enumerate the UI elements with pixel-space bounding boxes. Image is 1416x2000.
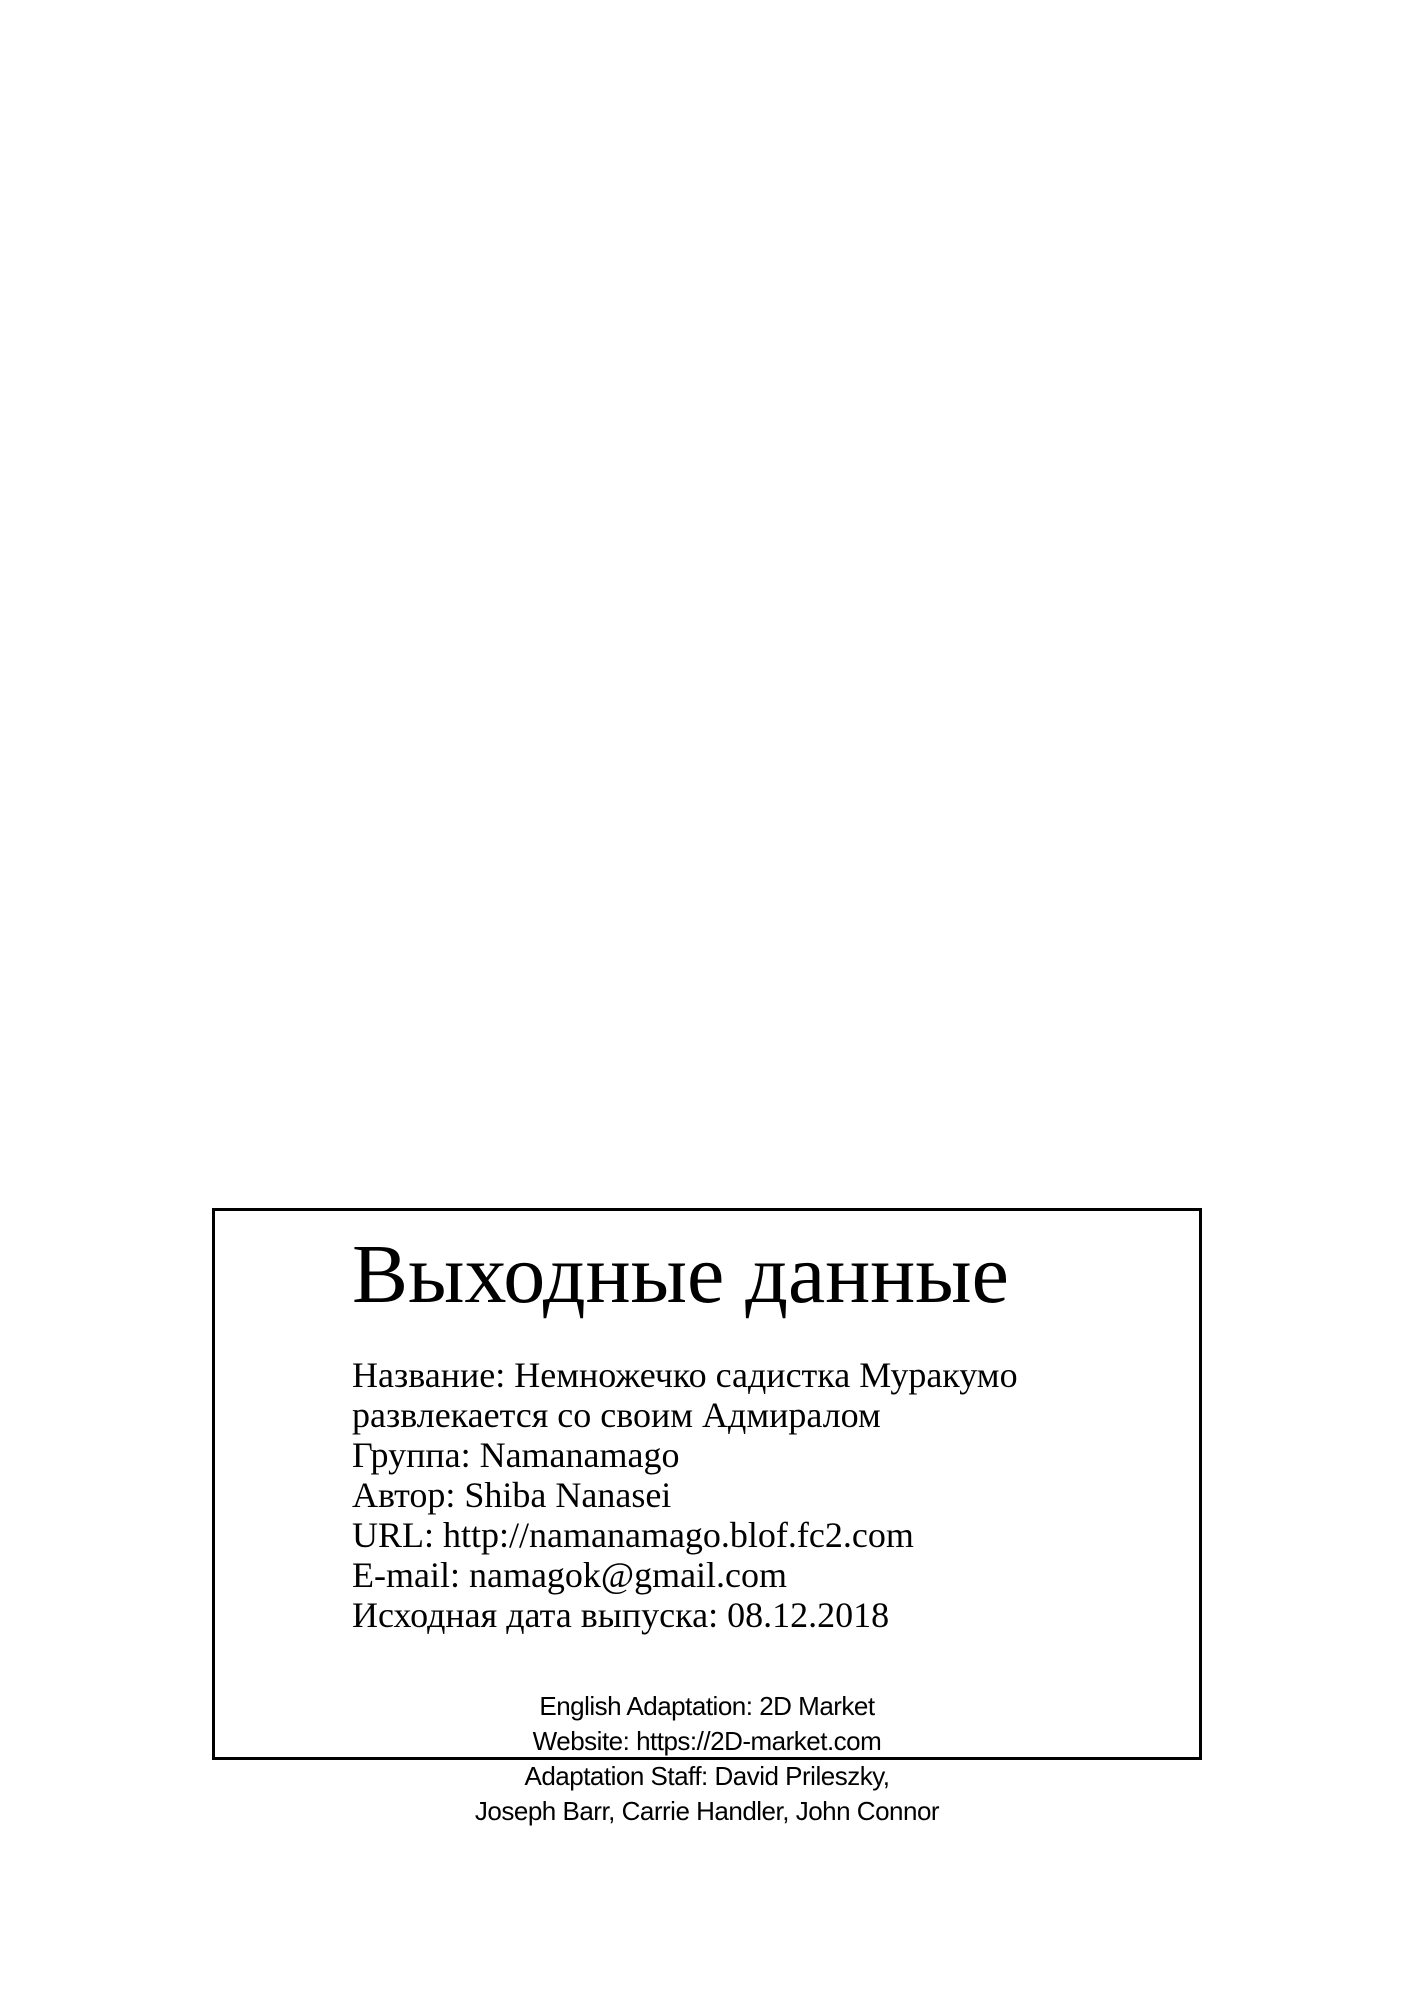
colophon-title: Выходные данные <box>352 1228 1009 1321</box>
credit-english-adaptation: English Adaptation: 2D Market <box>539 1691 875 1721</box>
detail-email: E-mail: namagok@gmail.com <box>352 1555 788 1595</box>
publication-details <box>352 1355 1018 1635</box>
detail-group: Группа: Namanamago <box>352 1435 680 1475</box>
detail-url: URL: http://namanamago.blof.fc2.com <box>352 1515 914 1555</box>
credit-website: Website: https://2D-market.com <box>532 1726 882 1756</box>
detail-title-line-1: Название: Немножечко садистка Муракумо <box>352 1355 1018 1395</box>
adaptation-credits <box>215 1689 1199 1829</box>
detail-author: Автор: Shiba Nanasei <box>352 1475 672 1515</box>
detail-release-date: Исходная дата выпуска: 08.12.2018 <box>352 1595 890 1635</box>
detail-title-line-2: развлекается со своим Адмиралом <box>352 1395 881 1435</box>
credit-staff-line-2: Joseph Barr, Carrie Handler, John Connor <box>474 1796 940 1826</box>
credit-staff-line-1: Adaptation Staff: David Prileszky, <box>524 1761 890 1791</box>
colophon-box <box>212 1208 1202 1826</box>
